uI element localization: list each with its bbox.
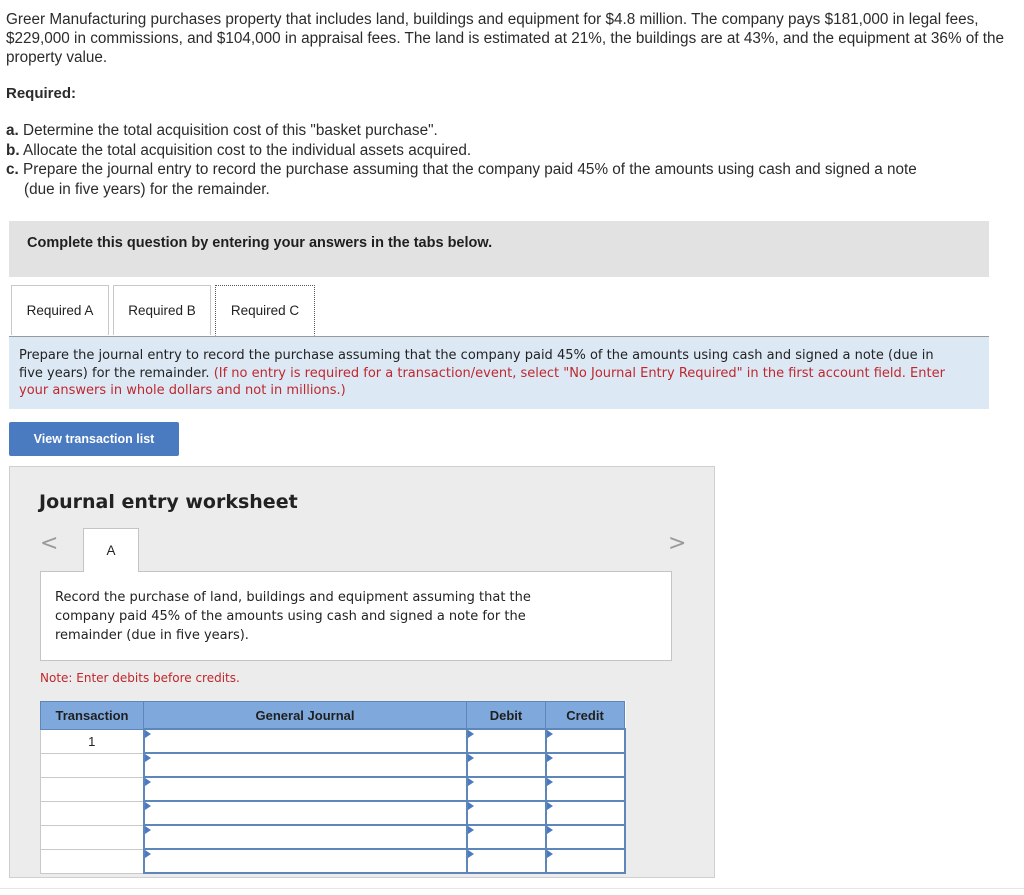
requirement-tabs [9,285,989,337]
requirement-letter: a. [6,122,19,139]
requirements-list [6,121,1016,199]
transaction-number: 1 [41,729,144,753]
instruction-banner [9,221,989,277]
tab-required-c[interactable]: Required C [215,285,315,336]
account-field[interactable] [144,729,467,753]
account-field[interactable] [144,801,467,825]
debit-field[interactable] [467,801,546,825]
view-transaction-list-button[interactable]: View transaction list [9,422,179,456]
account-field[interactable] [144,777,467,801]
transaction-number [41,825,144,849]
tab-required-b[interactable]: Required B [113,285,211,335]
entry-description: Record the purchase of land, buildings and equipment assuming that the company paid 45% of the amounts using cash and signed a note for the remainder (due in five years). [55,590,531,643]
table-row [41,777,625,801]
credit-field[interactable] [546,849,625,873]
requirement-text: Determine the total acquisition cost of this "basket purchase". [23,122,438,139]
requirement-letter: b. [6,141,20,159]
journal-entry-worksheet [9,466,715,878]
chevron-left-icon[interactable]: < [40,531,59,556]
problem-text: Greer Manufacturing purchases property that includes land, buildings and equipment for $4.8 million. The company pays $181,000 in legal fees, $229,000 in commissions, and $104,000 in appraisal fees. The land is estimated at 21%, the buildings are at 43%, and the equipment at 36% of the property value. [6,11,1005,66]
chevron-right-icon[interactable]: > [668,531,687,556]
table-row [41,849,625,873]
table-row [41,753,625,777]
credit-field[interactable] [546,801,625,825]
table-row [41,801,625,825]
header-debit: Debit [467,702,546,730]
transaction-number [41,777,144,801]
journal-table [40,701,626,874]
debit-field[interactable] [467,777,546,801]
prompt-hint: (If no entry is required for a transaction/event, select "No Journal Entry Required" in the first account field. Enter your answers in whole dollars and not in millions.) [19,365,945,398]
debit-field[interactable] [467,729,546,753]
credit-field[interactable] [546,753,625,777]
debit-field[interactable] [467,753,546,777]
page-divider [0,888,1024,889]
requirement-c [6,160,1016,199]
entry-tab-a[interactable]: A [83,528,139,572]
header-transaction: Transaction [41,702,144,730]
prompt-text [19,347,959,400]
instruction-banner-text: Complete this question by entering your answers in the tabs below. [27,235,493,251]
requirement-text: Allocate the total acquisition cost to the individual assets acquired. [23,141,472,159]
debit-field[interactable] [467,849,546,873]
tab-required-a[interactable]: Required A [11,285,109,335]
account-field[interactable] [144,849,467,873]
transaction-number [41,753,144,777]
requirement-b [6,141,1016,161]
requirement-letter: c. [6,161,19,178]
header-credit: Credit [546,702,625,730]
transaction-number [41,801,144,825]
debit-field[interactable] [467,825,546,849]
transaction-number [41,849,144,873]
table-header-row [41,702,625,730]
table-row [41,729,625,753]
credit-field[interactable] [546,777,625,801]
requirement-text: Prepare the journal entry to record the purchase assuming that the company paid 45% of the amounts using cash and signed a note [23,161,917,178]
requirement-text-continued: (due in five years) for the remainder. [24,180,270,198]
entry-description-box [40,571,672,661]
table-row [41,825,625,849]
debits-note: Note: Enter debits before credits. [40,671,240,685]
prompt-panel [9,337,989,409]
credit-field[interactable] [546,825,625,849]
credit-field[interactable] [546,729,625,753]
header-general-journal: General Journal [144,702,467,730]
requirement-a [6,121,1016,141]
required-heading: Required: [6,85,77,102]
account-field[interactable] [144,825,467,849]
account-field[interactable] [144,753,467,777]
worksheet-title: Journal entry worksheet [39,491,298,513]
prompt-main: Prepare the journal entry to record the purchase assuming that the company paid 45% of the amounts using cash and signed a note (due in five years) for the remainder. [19,348,934,381]
